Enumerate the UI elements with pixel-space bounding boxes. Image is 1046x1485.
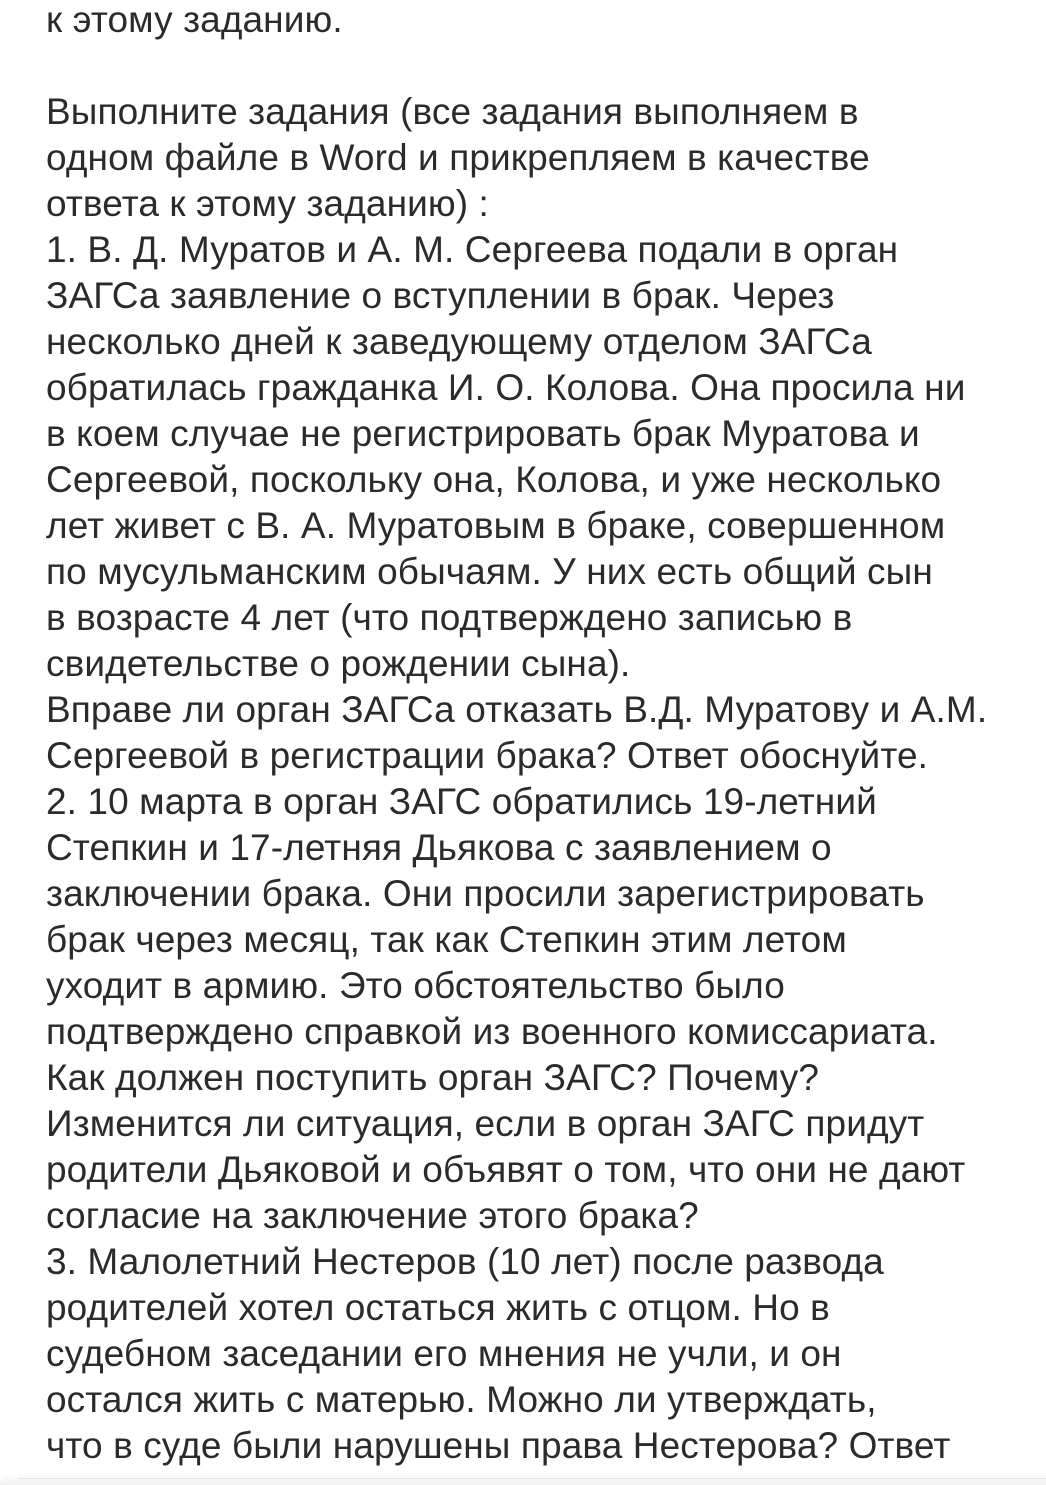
bottom-sheet-edge [0,1473,1046,1485]
text-line-11: лет живет с В. А. Муратовым в браке, совершенном [46,505,946,546]
text-line-4: ответа к этому заданию) : [46,183,489,224]
text-line-9: в коем случае не регистрировать брак Муратова и [46,413,920,454]
text-line-1: к этому заданию. [46,0,343,40]
text-line-23: Как должен поступить орган ЗАГС? Почему? [46,1057,820,1098]
text-line-18: Степкин и 17-летняя Дьякова с заявлением о [46,827,832,868]
text-line-8: обратилась гражданка И. О. Колова. Она просила ни [46,367,966,408]
text-line-5: 1. В. Д. Муратов и А. М. Сергеева подали в орган [46,229,899,270]
text-line-31: что в суде были нарушены права Нестерова? Ответ [46,1425,951,1466]
text-line-28: родителей хотел остаться жить с отцом. Но в [46,1287,830,1328]
text-line-27: 3. Малолетний Нестеров (10 лет) после развода [46,1241,884,1282]
text-line-14: свидетельстве о рождении сына). [46,643,631,684]
divider [18,1478,1046,1479]
text-line-12: по мусульманским обычаям. У них есть общий сын [46,551,933,592]
text-line-6: ЗАГСа заявление о вступлении в брак. Через [46,275,835,316]
text-line-17: 2. 10 марта в орган ЗАГС обратились 19-летний [46,781,877,822]
text-line-2: Выполните задания (все задания выполняем в [46,91,859,132]
text-line-19: заключении брака. Они просили зарегистрировать [46,873,925,914]
text-line-3: одном файле в Word и прикрепляем в качестве [46,137,870,178]
text-line-13: в возрасте 4 лет (что подтверждено записью в [46,597,853,638]
text-line-26: согласие на заключение этого брака? [46,1195,699,1236]
text-line-25: родители Дьяковой и объявят о том, что они не дают [46,1149,966,1190]
text-line-20: брак через месяц, так как Степкин этим летом [46,919,847,960]
text-line-10: Сергеевой, поскольку она, Колова, и уже несколько [46,459,942,500]
text-line-16: Сергеевой в регистрации брака? Ответ обоснуйте. [46,735,929,776]
text-line-24: Изменится ли ситуация, если в орган ЗАГС придут [46,1103,925,1144]
text-line-29: судебном заседании его мнения не учли, и он [46,1333,842,1374]
text-line-15: Вправе ли орган ЗАГСа отказать В.Д. Муратову и А.М. [46,689,988,730]
text-line-7: несколько дней к заведующему отделом ЗАГСа [46,321,872,362]
text-line-21: уходит в армию. Это обстоятельство было [46,965,785,1006]
text-line-22: подтверждено справкой из военного комиссариата. [46,1011,938,1052]
text-line-30: остался жить с матерью. Можно ли утверждать, [46,1379,877,1420]
